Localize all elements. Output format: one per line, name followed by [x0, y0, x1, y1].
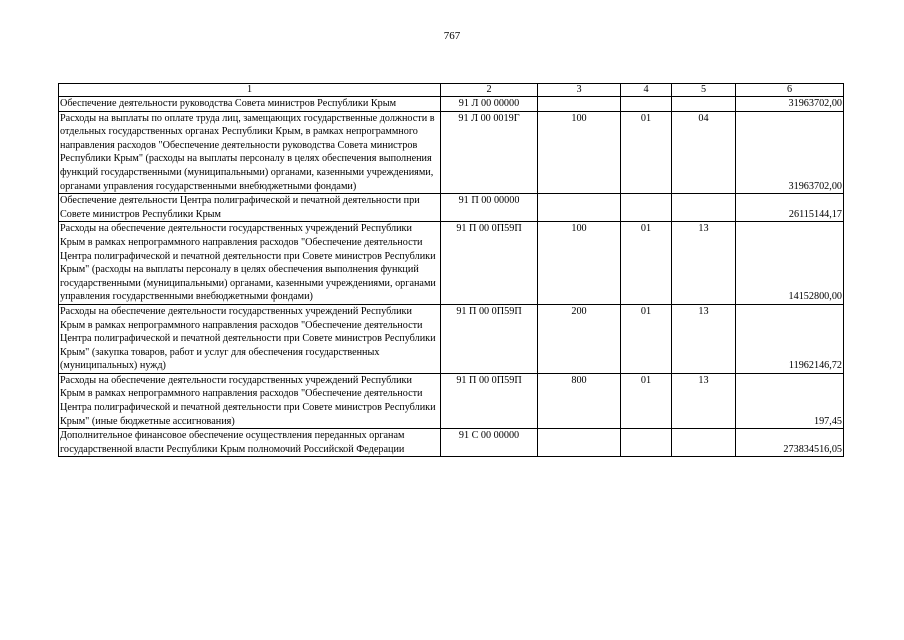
row-col4: 01: [621, 222, 672, 305]
table-row: [59, 194, 844, 222]
row-amount: 273834516,05: [736, 429, 844, 457]
row-col4: 01: [621, 373, 672, 428]
row-col3: 800: [538, 373, 621, 428]
row-col4: [621, 194, 672, 222]
row-col3: [538, 97, 621, 112]
row-col4: [621, 429, 672, 457]
header-row: [59, 84, 844, 97]
row-amount: 31963702,00: [736, 97, 844, 112]
row-code: 91 П 00 0П59П: [441, 373, 538, 428]
row-col4: 01: [621, 111, 672, 194]
row-col5: 04: [672, 111, 736, 194]
col-header-2: 2: [441, 84, 538, 97]
row-amount: 11962146,72: [736, 304, 844, 373]
row-col3: 100: [538, 111, 621, 194]
row-col4: [621, 97, 672, 112]
table-row: [59, 222, 844, 305]
row-amount: 26115144,17: [736, 194, 844, 222]
row-name: Расходы на обеспечение деятельности государственных учреждений Республики Крым в рамках непрограммного направления расходов "Обеспечение деятельности Центра полиграфической и печатной деятельности при Совете министров Республики Крым" (расходы на выплаты персоналу в целях обеспечения выполнения функций государственными (муниципальными) органами, казенными учреждениями, органами управления государственными внебюджетными фондами): [59, 222, 441, 305]
row-col5: [672, 429, 736, 457]
table-row: [59, 111, 844, 194]
col-header-6: 6: [736, 84, 844, 97]
table-row: [59, 97, 844, 112]
budget-table: [58, 83, 844, 457]
row-amount: 197,45: [736, 373, 844, 428]
row-col5: [672, 97, 736, 112]
row-name: Обеспечение деятельности руководства Совета министров Республики Крым: [59, 97, 441, 112]
row-code: 91 Л 00 00000: [441, 97, 538, 112]
col-header-3: 3: [538, 84, 621, 97]
row-col3: [538, 194, 621, 222]
row-col3: 200: [538, 304, 621, 373]
row-col5: 13: [672, 304, 736, 373]
row-name: Расходы на обеспечение деятельности государственных учреждений Республики Крым в рамках непрограммного направления расходов "Обеспечение деятельности Центра полиграфической и печатной деятельности при Совете министров Республики Крым" (закупка товаров, работ и услуг для обеспечения государственных (муниципальных) нужд): [59, 304, 441, 373]
row-col5: 13: [672, 222, 736, 305]
row-amount: 14152800,00: [736, 222, 844, 305]
row-code: 91 П 00 0П59П: [441, 222, 538, 305]
row-name: Расходы на выплаты по оплате труда лиц, замещающих государственные должности в отдельных государственных органах Республики Крым, в рамках непрограммного направления расходов "Обеспечение деятельности руководства Совета министров Республики Крым" (расходы на выплаты персоналу в целях обеспечения выполнения функций государственными (муниципальными) органами, казенными учреждениями, органами управления государственными внебюджетными фондами): [59, 111, 441, 194]
row-col5: [672, 194, 736, 222]
row-code: 91 Л 00 0019Г: [441, 111, 538, 194]
col-header-5: 5: [672, 84, 736, 97]
table-row: [59, 429, 844, 457]
row-code: 91 П 00 0П59П: [441, 304, 538, 373]
row-name: Дополнительное финансовое обеспечение осуществления переданных органам государственной власти Республики Крым полномочий Российской Федерации: [59, 429, 441, 457]
row-code: 91 П 00 00000: [441, 194, 538, 222]
table-row: [59, 373, 844, 428]
row-code: 91 С 00 00000: [441, 429, 538, 457]
row-amount: 31963702,00: [736, 111, 844, 194]
row-name: Расходы на обеспечение деятельности государственных учреждений Республики Крым в рамках непрограммного направления расходов "Обеспечение деятельности Центра полиграфической и печатной деятельности при Совете министров Республики Крым" (иные бюджетные ассигнования): [59, 373, 441, 428]
row-col3: [538, 429, 621, 457]
row-name: Обеспечение деятельности Центра полиграфической и печатной деятельности при Совете министров Республики Крым: [59, 194, 441, 222]
row-col3: 100: [538, 222, 621, 305]
col-header-1: 1: [59, 84, 441, 97]
row-col5: 13: [672, 373, 736, 428]
page-number: 767: [443, 30, 461, 42]
row-col4: 01: [621, 304, 672, 373]
table-row: [59, 304, 844, 373]
col-header-4: 4: [621, 84, 672, 97]
